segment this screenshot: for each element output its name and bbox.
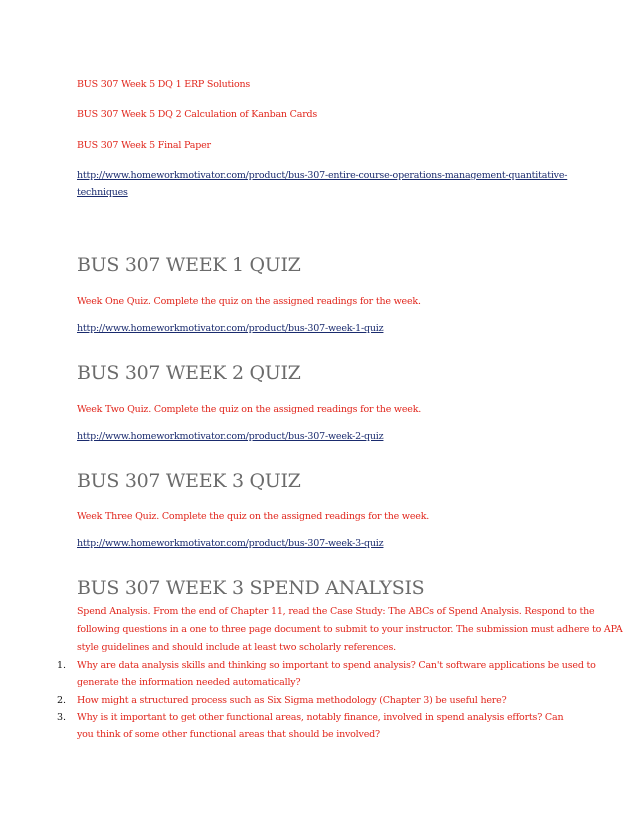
section-link-week1[interactable]: http://www.homeworkmotivator.com/product/bus-307-week-1-quiz bbox=[77, 323, 384, 334]
question-number: 1. bbox=[57, 660, 67, 671]
spend-paragraph-line: following questions in a one to three page document to submit to your instructor. The submission must adhere to APA bbox=[77, 624, 623, 635]
question-number: 3. bbox=[57, 712, 67, 723]
spend-paragraph-line: Spend Analysis. From the end of Chapter 11, read the Case Study: The ABCs of Spend Analysis. Respond to the bbox=[77, 606, 595, 617]
question-line: Why are data analysis skills and thinking so important to spend analysis? Can't software applications be used to bbox=[77, 660, 596, 671]
section-link-week3[interactable]: http://www.homeworkmotivator.com/product/bus-307-week-3-quiz bbox=[77, 538, 384, 549]
section-heading-week3-quiz: BUS 307 WEEK 3 QUIZ bbox=[77, 470, 301, 492]
intro-link-line1[interactable]: http://www.homeworkmotivator.com/product/bus-307-entire-course-operations-management-quantitative- bbox=[77, 170, 568, 181]
question-line: How might a structured process such as Six Sigma methodology (Chapter 3) be useful here? bbox=[77, 695, 507, 706]
question-line: you think of some other functional areas that should be involved? bbox=[77, 729, 380, 740]
question-line: generate the information needed automatically? bbox=[77, 677, 301, 688]
section-heading-week2-quiz: BUS 307 WEEK 2 QUIZ bbox=[77, 362, 301, 384]
intro-item-dq1: BUS 307 Week 5 DQ 1 ERP Solutions bbox=[77, 79, 251, 90]
intro-item-final-paper: BUS 307 Week 5 Final Paper bbox=[77, 140, 211, 151]
section-desc-week2: Week Two Quiz. Complete the quiz on the assigned readings for the week. bbox=[77, 404, 422, 415]
section-desc-week3: Week Three Quiz. Complete the quiz on the assigned readings for the week. bbox=[77, 511, 430, 522]
intro-link-line2[interactable]: techniques bbox=[77, 187, 128, 198]
intro-item-dq2: BUS 307 Week 5 DQ 2 Calculation of Kanban Cards bbox=[77, 109, 318, 120]
section-desc-week1: Week One Quiz. Complete the quiz on the assigned readings for the week. bbox=[77, 296, 421, 307]
section-heading-spend-analysis: BUS 307 WEEK 3 SPEND ANALYSIS bbox=[77, 577, 425, 599]
section-heading-week1-quiz: BUS 307 WEEK 1 QUIZ bbox=[77, 254, 301, 276]
section-link-week2[interactable]: http://www.homeworkmotivator.com/product/bus-307-week-2-quiz bbox=[77, 431, 384, 442]
question-number: 2. bbox=[57, 695, 67, 706]
question-line: Why is it important to get other functional areas, notably finance, involved in spend analysis efforts? Can bbox=[77, 712, 564, 723]
spend-paragraph-line: style guidelines and should include at least two scholarly references. bbox=[77, 642, 396, 653]
